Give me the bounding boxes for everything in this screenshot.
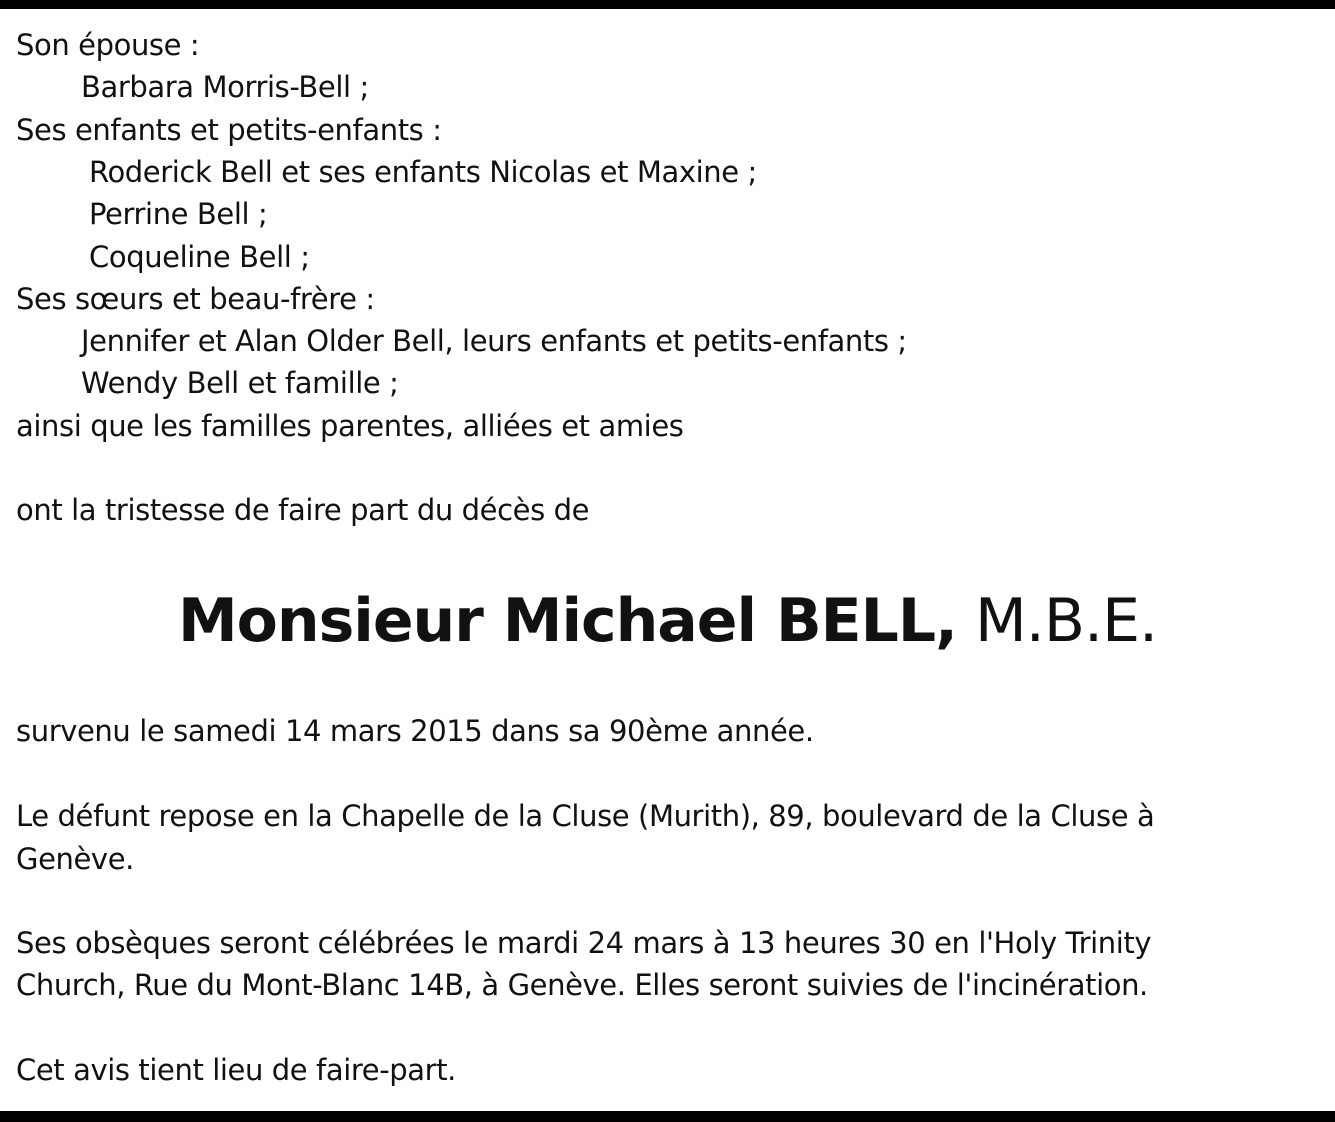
- spouse-name: Barbara Morris-Bell ;: [81, 70, 369, 104]
- bottom-border-rule: [0, 1111, 1335, 1122]
- closing-text: Cet avis tient lieu de faire-part.: [16, 1053, 456, 1087]
- announcement-text: ont la tristesse de faire part du décès de: [16, 493, 590, 527]
- sibling-line: Wendy Bell et famille ;: [81, 366, 399, 400]
- spouse-heading: Son épouse :: [16, 28, 200, 62]
- siblings-heading: Ses sœurs et beau-frère :: [16, 282, 375, 316]
- death-info-text: survenu le samedi 14 mars 2015 dans sa 90ème année.: [16, 714, 814, 748]
- deceased-name: Monsieur Michael BELL,: [177, 586, 957, 656]
- child-line: Coqueline Bell ;: [89, 240, 310, 274]
- children-heading: Ses enfants et petits-enfants :: [16, 113, 442, 147]
- repose-text-line-2: Genève.: [16, 842, 134, 876]
- child-line: Roderick Bell et ses enfants Nicolas et Maxine ;: [89, 155, 757, 189]
- funeral-text-line-1: Ses obsèques seront célébrées le mardi 24 mars à 13 heures 30 en l'Holy Trinity: [16, 926, 1152, 960]
- repose-text-line-1: Le défunt repose en la Chapelle de la Cluse (Murith), 89, boulevard de la Cluse à: [16, 799, 1155, 833]
- child-line: Perrine Bell ;: [89, 197, 268, 231]
- extended-family-line: ainsi que les familles parentes, alliées et amies: [16, 409, 684, 443]
- sibling-line: Jennifer et Alan Older Bell, leurs enfants et petits-enfants ;: [81, 324, 907, 358]
- deceased-honor: M.B.E.: [975, 586, 1158, 656]
- deceased-name-heading: [0, 585, 1335, 657]
- top-border-rule: [0, 0, 1335, 9]
- funeral-text-line-2: Church, Rue du Mont-Blanc 14B, à Genève. Elles seront suivies de l'incinération.: [16, 968, 1148, 1002]
